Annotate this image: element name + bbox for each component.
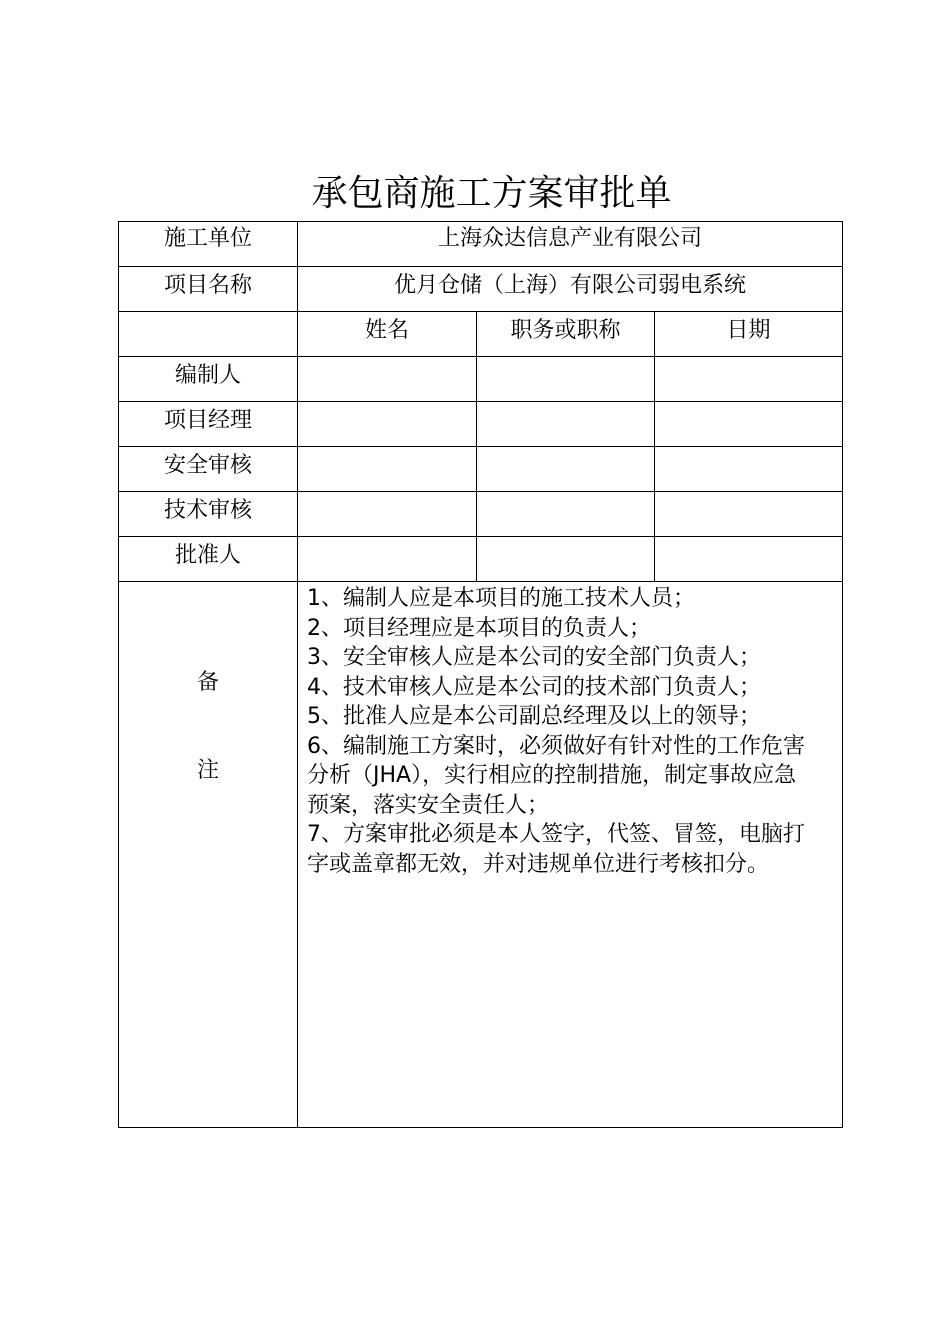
table-row — [119, 357, 843, 402]
note-line: 1、编制人应是本项目的施工技术人员； — [307, 586, 695, 611]
notes-label-char: 备 — [196, 670, 219, 695]
date-cell[interactable] — [655, 447, 843, 492]
unit-row — [119, 222, 843, 267]
note-line: 7、方案审批必须是本人签字，代签、冒签，电脑打 — [307, 822, 805, 847]
project-row — [119, 267, 843, 312]
notes-content — [298, 582, 843, 1128]
page-title: 承包商施工方案审批单 — [311, 173, 672, 215]
note-line: 预案，落实安全责任人； — [307, 792, 550, 818]
role-label: 编制人 — [119, 357, 298, 402]
date-cell[interactable] — [655, 492, 843, 537]
role-label: 项目经理 — [119, 402, 298, 447]
table-row — [119, 537, 843, 582]
table-row — [119, 492, 843, 537]
note-line: 分析（JHA），实行相应的控制措施，制定事故应急 — [307, 763, 797, 788]
unit-label: 施工单位 — [119, 222, 298, 267]
header-row — [119, 312, 843, 357]
note-line: 2、项目经理应是本项目的负责人； — [307, 615, 651, 641]
position-cell[interactable] — [477, 357, 655, 402]
name-cell[interactable] — [298, 357, 477, 402]
date-cell[interactable] — [655, 357, 843, 402]
position-cell[interactable] — [477, 492, 655, 537]
notes-label — [119, 582, 298, 1128]
notes-label-char: 注 — [196, 758, 219, 783]
column-header-position: 职务或职称 — [477, 312, 655, 357]
note-line: 3、安全审核人应是本公司的安全部门负责人； — [307, 645, 761, 670]
name-cell[interactable] — [298, 537, 477, 582]
position-cell[interactable] — [477, 402, 655, 447]
column-header-name: 姓名 — [298, 312, 477, 357]
project-value: 优月仓储（上海）有限公司弱电系统 — [298, 267, 843, 312]
table-row — [119, 402, 843, 447]
unit-value: 上海众达信息产业有限公司 — [298, 222, 843, 267]
name-cell[interactable] — [298, 402, 477, 447]
role-label: 技术审核 — [119, 492, 298, 537]
role-label: 安全审核 — [119, 447, 298, 492]
name-cell[interactable] — [298, 447, 477, 492]
date-cell[interactable] — [655, 402, 843, 447]
notes-row — [119, 582, 843, 1128]
column-header-role — [119, 312, 298, 357]
note-line: 6、编制施工方案时，必须做好有针对性的工作危害 — [307, 733, 805, 759]
approval-form-table — [118, 221, 843, 1128]
name-cell[interactable] — [298, 492, 477, 537]
note-line: 4、技术审核人应是本公司的技术部门负责人； — [307, 674, 761, 700]
position-cell[interactable] — [477, 447, 655, 492]
table-row — [119, 447, 843, 492]
note-line: 5、批准人应是本公司副总经理及以上的领导； — [307, 704, 761, 729]
note-line: 字或盖章都无效，并对违规单位进行考核扣分。 — [307, 851, 770, 877]
column-header-date: 日期 — [655, 312, 843, 357]
project-label: 项目名称 — [119, 267, 298, 312]
role-label: 批准人 — [119, 537, 298, 582]
date-cell[interactable] — [655, 537, 843, 582]
position-cell[interactable] — [477, 537, 655, 582]
